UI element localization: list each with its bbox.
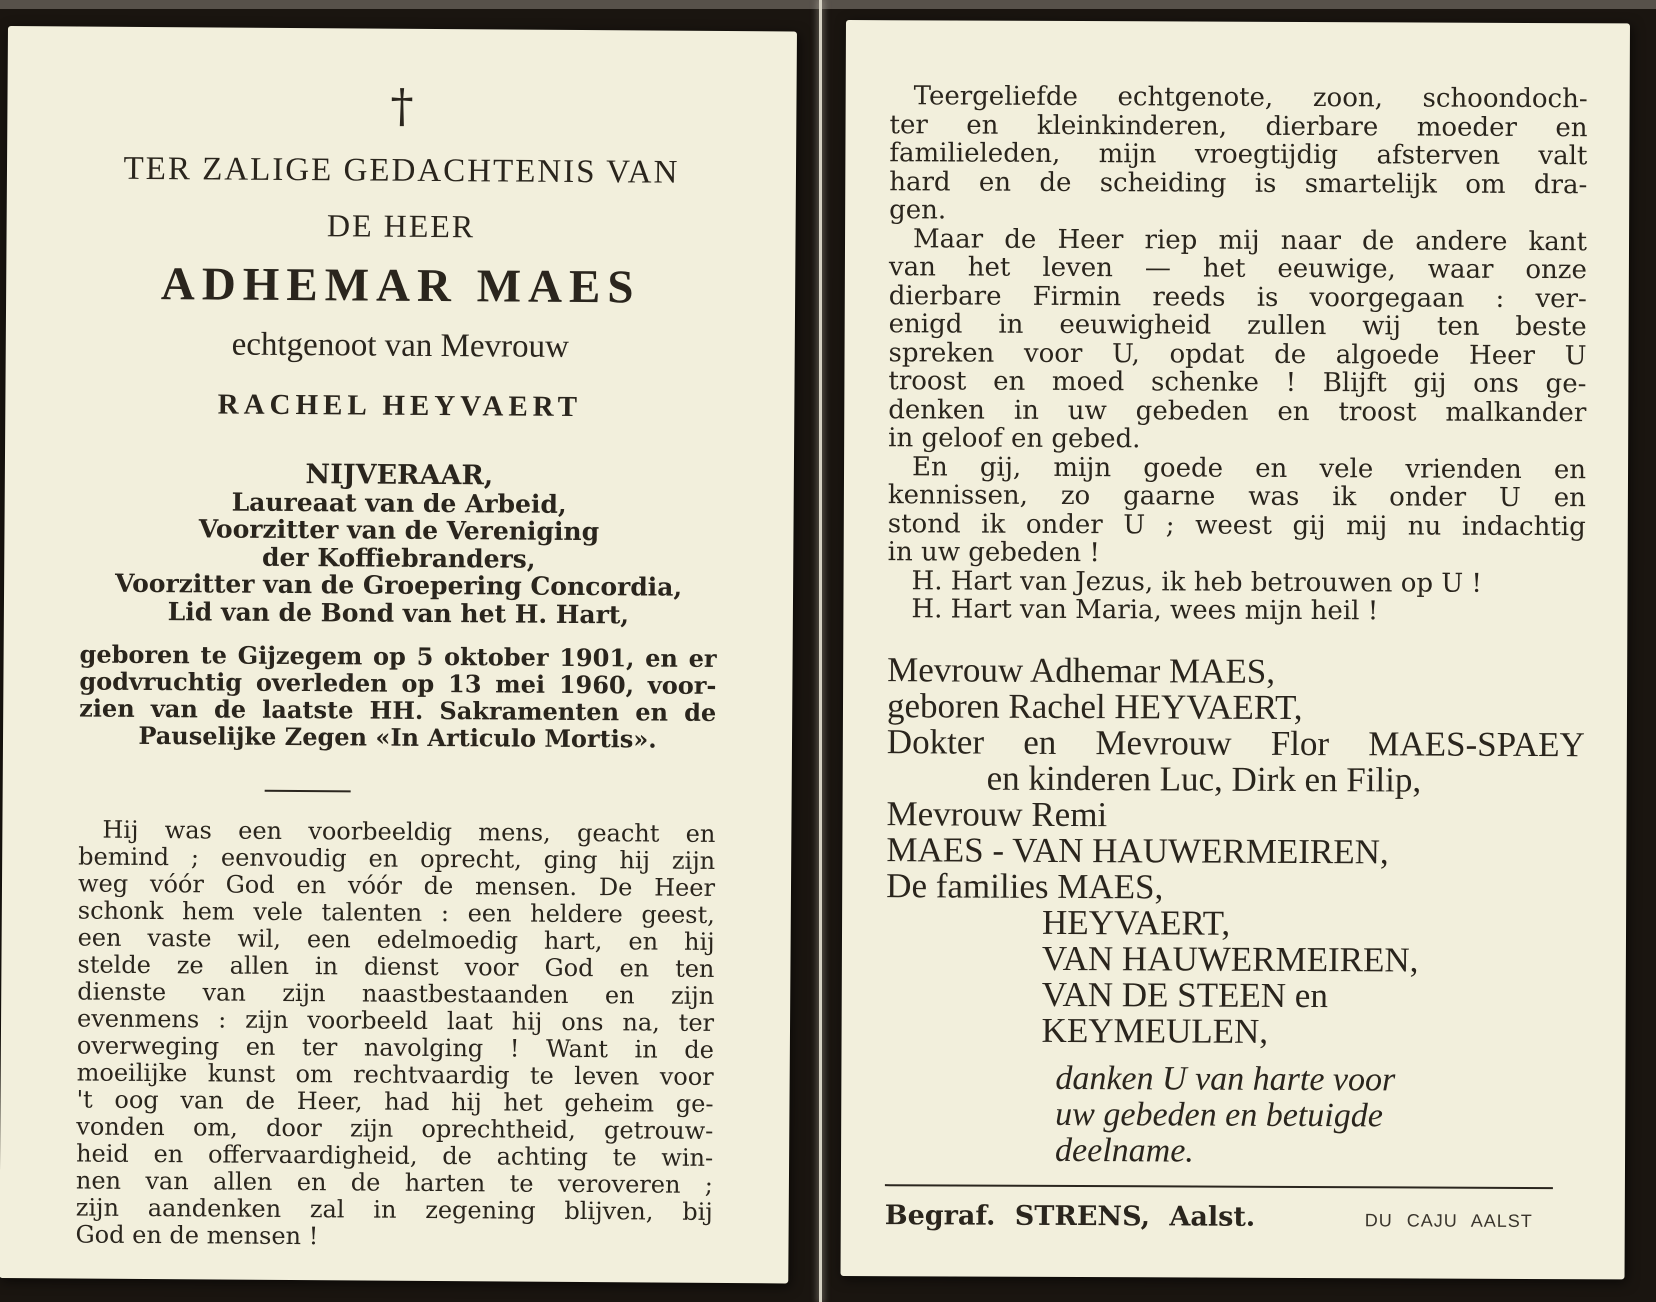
titles-block [80, 460, 718, 629]
text-line: Voorzitter van de Groepering Concordia, [114, 568, 683, 602]
text-line: moeilijke kunst om rechtvaardig te leven voor [76, 1058, 714, 1091]
text-line: VAN DE STEEN en [1041, 974, 1328, 1015]
text-line: ter en kleinkinderen, dierbare moeder en [889, 109, 1588, 143]
text-line: dienste van zijn naastbestaanden en zijn [77, 977, 715, 1010]
footer-rule [885, 1184, 1553, 1189]
text-line: Hij was een voorbeeldig mens, geacht en [102, 815, 716, 848]
text-line: stond ik onder U ; weest gij mij nu indachtig [887, 508, 1586, 542]
text-line: dierbare Firmin reeds is voorgegaan : ver- [888, 280, 1587, 314]
left-page [0, 26, 797, 1283]
text-line: Teergeliefde echtgenote, zoon, schoondoch- [913, 81, 1588, 115]
text-line: geboren te Gijzegem op 5 oktober 1901, en er [79, 639, 717, 673]
text-line: denken in uw gebeden en troost malkander [888, 394, 1587, 428]
text-line: der Koffiebranders, [261, 542, 536, 574]
text-line: uw gebeden en betuigde [1055, 1095, 1383, 1134]
text-line: bemind ; eenvoudig en oprecht, ging hij zijn [78, 842, 716, 875]
thanks-block [1055, 1060, 1583, 1170]
text-line: MAES - VAN HAUWERMEIREN, [886, 829, 1389, 871]
text-line: geboren Rachel HEYVAERT, [886, 685, 1303, 727]
farewell-message-block [887, 82, 1587, 627]
divider-rule [264, 790, 350, 793]
text-line: van het leven — het eeuwige, waar onze [888, 252, 1587, 286]
text-line: godvruchtig overleden op 13 mei 1960, voor- [79, 666, 717, 700]
cross-icon: † [390, 78, 414, 133]
text-line: troost en moed schenke ! Blijft gij ons ge- [888, 366, 1587, 400]
text-line: zijn aandenken zal in zegening blijven, bij [75, 1193, 713, 1226]
vitals-block [79, 641, 717, 753]
text-line: Mevrouw Adhemar MAES, [887, 649, 1276, 691]
eulogy-block [75, 817, 715, 1253]
text-line: hard en de scheiding is smartelijk om dra- [889, 166, 1588, 200]
footer-row [885, 1200, 1583, 1234]
text-line: familieleden, mijn vroegtijdig afsterven valt [889, 138, 1588, 172]
relation-line: echtgenoot van Mevrouw [231, 326, 570, 365]
family-names-block [886, 649, 1586, 1051]
text-line: KEYMEULEN, [1041, 1010, 1269, 1051]
text-line: Pauselijke Zegen «In Articulo Mortis». [138, 720, 657, 754]
scanner-edge [0, 0, 1656, 9]
text-line: En gij, mijn goede en vele vrienden en [911, 451, 1587, 485]
text-line: en kinderen Luc, Dirk en Filip, [986, 758, 1422, 800]
right-page [841, 20, 1630, 1279]
text-line: Lid van de Bond van het H. Hart, [167, 596, 630, 629]
text-line: deelname. [1054, 1131, 1194, 1170]
memorial-heading-line2: DE HEER [326, 207, 476, 245]
text-line: een vaste wil, een edelmoedig hart, en hij [77, 923, 715, 956]
spouse-name: RACHEL HEYVAERT [217, 388, 583, 424]
text-line: overweging en ter navolging ! Want in de [76, 1031, 714, 1064]
text-line: in geloof en gebed. [888, 423, 1141, 455]
text-line: stelde ze allen in dienst voor God en ten [77, 950, 715, 983]
text-line: HEYVAERT, [1041, 902, 1231, 943]
text-line: Maar de Heer riep mij naar de andere kant [912, 223, 1588, 257]
text-line: H. Hart van Maria, wees mijn heil ! [911, 594, 1379, 627]
text-line: 't oog van de Heer, had hij het geheim ge- [76, 1085, 714, 1118]
text-line: God en de mensen ! [75, 1220, 319, 1251]
text-line: spreken voor U, opdat de algoede Heer U [888, 337, 1587, 371]
text-line: zien van de laatste HH. Sakramenten en de [79, 693, 717, 727]
text-line: nen van allen en de harten te veroveren ; [75, 1166, 714, 1199]
text-line: VAN HAUWERMEIREN, [1041, 938, 1419, 980]
fold-line [819, 0, 822, 1302]
text-line: De families MAES, [886, 865, 1164, 906]
text-line: NIJVERAAR, [305, 459, 494, 492]
text-line: evenmens : zijn voorbeeld laat hij ons na, ter [76, 1004, 715, 1037]
text-line: H. Hart van Jezus, ik heb betrouwen op U ! [911, 565, 1482, 599]
printer-credit: DU CAJU AALST [1364, 1209, 1533, 1231]
funeral-home-credit: Begraf. STRENS, Aalst. [884, 1199, 1256, 1233]
text-line: gen. [889, 195, 947, 226]
text-line: kennissen, zo gaarne was ik onder U en [887, 480, 1586, 514]
text-line: in uw gebeden ! [887, 537, 1100, 569]
text-line: vonden om, door zijn oprechtheid, getrouw- [76, 1112, 714, 1145]
text-line: heid en offervaardigheid, de achting te win- [76, 1139, 714, 1172]
deceased-name: ADHEMAR MAES [160, 258, 641, 314]
text-line: danken U van harte voor [1055, 1059, 1396, 1098]
memorial-heading-line1: TER ZALIGE GEDACHTENIS VAN [123, 150, 680, 191]
text-line: Voorzitter van de Vereniging [198, 514, 600, 547]
text-line: weg vóór God en vóór de mensen. De Heer [77, 869, 716, 902]
text-line: Laureaat van de Arbeid, [231, 487, 567, 519]
text-line: enigd in eeuwigheid zullen wij ten beste [888, 309, 1587, 343]
text-line: schonk hem vele talenten : een heldere geest, [77, 896, 715, 929]
text-line: Mevrouw Remi [886, 793, 1108, 834]
text-line: Dokter en Mevrouw Flor MAES-SPAEY [886, 721, 1585, 764]
